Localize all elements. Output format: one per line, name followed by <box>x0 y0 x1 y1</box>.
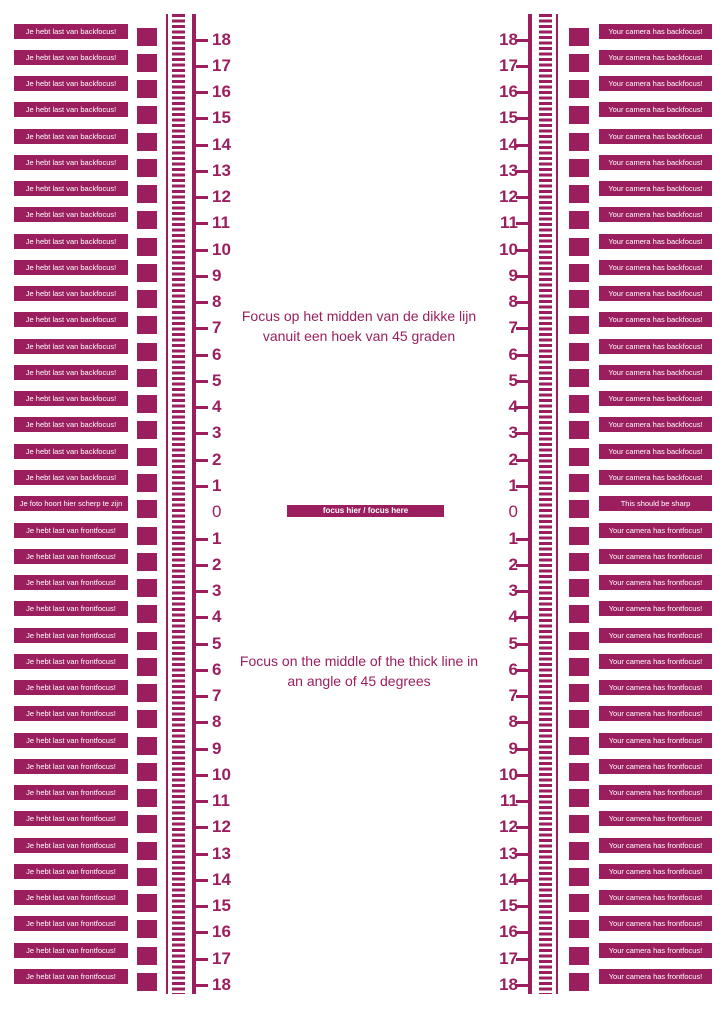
left-marker-square <box>137 763 157 781</box>
right-row-label: Your camera has frontfocus! <box>599 943 712 958</box>
left-scale-number: 17 <box>212 55 231 75</box>
left-scale-tick <box>196 249 208 252</box>
left-marker-square <box>137 868 157 886</box>
left-scale-number: 5 <box>212 633 222 653</box>
right-scale-number: 15 <box>499 896 518 916</box>
left-scale-tick <box>196 222 208 225</box>
left-scale-tick <box>196 65 208 68</box>
left-marker-square <box>137 527 157 545</box>
left-scale-number: 7 <box>212 318 222 338</box>
left-marker-square <box>137 54 157 72</box>
left-scale-tick <box>196 432 208 435</box>
right-row-label: Your camera has frontfocus! <box>599 523 712 538</box>
left-scale-number: 5 <box>212 370 222 390</box>
right-marker-square <box>569 369 589 387</box>
right-scale-number: 5 <box>508 370 518 390</box>
right-marker-square <box>569 238 589 256</box>
right-row-label: Your camera has frontfocus! <box>599 759 712 774</box>
left-row-label: Je hebt last van backfocus! <box>14 234 128 249</box>
right-marker-square <box>569 553 589 571</box>
left-scale-number: 7 <box>212 686 222 706</box>
left-marker-square <box>137 421 157 439</box>
right-row-label: Your camera has backfocus! <box>599 181 712 196</box>
left-scale-tick <box>196 669 208 672</box>
left-marker-square <box>137 710 157 728</box>
right-row-label: Your camera has frontfocus! <box>599 838 712 853</box>
left-row-label: Je hebt last van frontfocus! <box>14 864 128 879</box>
left-row-label: Je hebt last van backfocus! <box>14 181 128 196</box>
left-scale-number: 15 <box>212 108 231 128</box>
right-row-label: Your camera has backfocus! <box>599 102 712 117</box>
left-scale-tick <box>196 564 208 567</box>
right-scale-number: 10 <box>499 764 518 784</box>
left-row-label: Je hebt last van frontfocus! <box>14 838 128 853</box>
right-row-label: Your camera has frontfocus! <box>599 706 712 721</box>
right-scale-number: 8 <box>508 292 518 312</box>
left-scale-tick <box>196 853 208 856</box>
right-row-label: Your camera has backfocus! <box>599 234 712 249</box>
right-marker-square <box>569 159 589 177</box>
right-marker-square <box>569 474 589 492</box>
left-scale-number: 6 <box>212 659 222 679</box>
left-row-label: Je hebt last van frontfocus! <box>14 811 128 826</box>
right-scale-number: 12 <box>499 817 518 837</box>
left-marker-square <box>137 894 157 912</box>
left-marker-square <box>137 579 157 597</box>
left-row-label: Je hebt last van backfocus! <box>14 129 128 144</box>
right-marker-square <box>569 579 589 597</box>
left-scale-tick <box>196 275 208 278</box>
right-scale-number: 1 <box>508 528 518 548</box>
left-scale-tick <box>196 170 208 173</box>
left-scale-number: 13 <box>212 843 231 863</box>
left-scale-tick <box>196 879 208 882</box>
right-row-label: Your camera has backfocus! <box>599 260 712 275</box>
left-row-label: Je hebt last van backfocus! <box>14 312 128 327</box>
left-scale-number: 18 <box>212 29 231 49</box>
right-row-label: Your camera has frontfocus! <box>599 890 712 905</box>
right-marker-square <box>569 264 589 282</box>
left-scale-number: 2 <box>212 449 222 469</box>
left-row-label: Je hebt last van frontfocus! <box>14 733 128 748</box>
right-row-label: Your camera has frontfocus! <box>599 916 712 931</box>
right-row-label: Your camera has backfocus! <box>599 24 712 39</box>
left-scale-tick <box>196 721 208 724</box>
left-marker-square <box>137 474 157 492</box>
right-marker-square <box>569 973 589 991</box>
left-scale-number: 8 <box>212 712 222 732</box>
right-row-label: Your camera has backfocus! <box>599 391 712 406</box>
right-marker-square <box>569 185 589 203</box>
left-scale-tick <box>196 695 208 698</box>
right-scale-number: 16 <box>499 82 518 102</box>
right-row-label: This should be sharp <box>599 496 712 511</box>
left-ruler-stripes <box>172 14 185 994</box>
right-scale-number: 2 <box>508 449 518 469</box>
right-marker-square <box>569 842 589 860</box>
left-scale-number: 8 <box>212 292 222 312</box>
left-marker-square <box>137 448 157 466</box>
right-ruler-rail <box>528 14 532 994</box>
left-marker-square <box>137 815 157 833</box>
right-scale-number: 6 <box>508 659 518 679</box>
left-marker-square <box>137 133 157 151</box>
right-scale-number: 18 <box>499 29 518 49</box>
left-scale-number: 16 <box>212 922 231 942</box>
left-row-label: Je hebt last van frontfocus! <box>14 628 128 643</box>
left-marker-square <box>137 920 157 938</box>
left-scale-number: 9 <box>212 265 222 285</box>
left-scale-number: 10 <box>212 764 231 784</box>
right-row-label: Your camera has frontfocus! <box>599 969 712 984</box>
right-scale-number: 11 <box>500 791 518 811</box>
right-scale-number: 4 <box>508 607 518 627</box>
left-row-label: Je hebt last van backfocus! <box>14 24 128 39</box>
left-marker-square <box>137 842 157 860</box>
right-row-label: Your camera has frontfocus! <box>599 680 712 695</box>
left-scale-tick <box>196 984 208 987</box>
right-marker-square <box>569 343 589 361</box>
right-row-label: Your camera has frontfocus! <box>599 864 712 879</box>
left-row-label: Je hebt last van backfocus! <box>14 155 128 170</box>
right-row-label: Your camera has backfocus! <box>599 207 712 222</box>
right-marker-square <box>569 395 589 413</box>
right-scale-number: 14 <box>499 869 518 889</box>
left-row-label: Je hebt last van frontfocus! <box>14 916 128 931</box>
right-scale-number: 2 <box>508 554 518 574</box>
left-marker-square <box>137 316 157 334</box>
left-scale-number: 13 <box>212 160 231 180</box>
right-marker-square <box>569 632 589 650</box>
right-row-label: Your camera has frontfocus! <box>599 733 712 748</box>
left-scale-number: 11 <box>212 791 230 811</box>
left-scale-number: 4 <box>212 397 222 417</box>
right-row-label: Your camera has backfocus! <box>599 470 712 485</box>
left-scale-number: 0 <box>212 502 222 522</box>
left-row-label: Je hebt last van frontfocus! <box>14 680 128 695</box>
left-row-label: Je hebt last van frontfocus! <box>14 601 128 616</box>
left-scale-number: 10 <box>212 239 231 259</box>
left-row-label: Je hebt last van backfocus! <box>14 365 128 380</box>
left-marker-square <box>137 632 157 650</box>
right-row-label: Your camera has frontfocus! <box>599 654 712 669</box>
right-row-label: Your camera has backfocus! <box>599 444 712 459</box>
right-scale-number: 5 <box>508 633 518 653</box>
left-row-label: Je hebt last van frontfocus! <box>14 890 128 905</box>
left-marker-square <box>137 973 157 991</box>
left-scale-number: 1 <box>212 475 222 495</box>
left-scale-tick <box>196 117 208 120</box>
left-marker-square <box>137 553 157 571</box>
right-row-label: Your camera has frontfocus! <box>599 785 712 800</box>
left-scale-tick <box>196 327 208 330</box>
left-scale-tick <box>196 380 208 383</box>
right-row-label: Your camera has frontfocus! <box>599 628 712 643</box>
right-marker-square <box>569 947 589 965</box>
right-row-label: Your camera has backfocus! <box>599 155 712 170</box>
left-scale-number: 14 <box>212 134 231 154</box>
instruction-english: Focus on the middle of the thick line in an angle of 45 degrees <box>239 653 479 689</box>
right-row-label: Your camera has backfocus! <box>599 286 712 301</box>
left-scale-number: 12 <box>212 187 231 207</box>
right-scale-number: 13 <box>499 160 518 180</box>
right-scale-number: 8 <box>508 712 518 732</box>
right-scale-number: 7 <box>508 686 518 706</box>
right-scale-number: 9 <box>508 265 518 285</box>
right-scale-number: 7 <box>508 318 518 338</box>
right-marker-square <box>569 28 589 46</box>
left-marker-square <box>137 290 157 308</box>
right-row-label: Your camera has frontfocus! <box>599 811 712 826</box>
right-ruler-thin-line <box>556 14 558 994</box>
left-marker-square <box>137 185 157 203</box>
right-marker-square <box>569 868 589 886</box>
right-scale-number: 17 <box>499 948 518 968</box>
right-row-label: Your camera has frontfocus! <box>599 549 712 564</box>
right-scale-number: 12 <box>499 187 518 207</box>
left-scale-tick <box>196 406 208 409</box>
left-marker-square <box>137 737 157 755</box>
left-marker-square <box>137 369 157 387</box>
right-row-label: Your camera has backfocus! <box>599 50 712 65</box>
left-row-label: Je hebt last van frontfocus! <box>14 654 128 669</box>
left-scale-tick <box>196 826 208 829</box>
right-scale-number: 4 <box>508 397 518 417</box>
left-scale-tick <box>196 958 208 961</box>
left-scale-number: 6 <box>212 344 222 364</box>
left-scale-tick <box>196 39 208 42</box>
left-marker-square <box>137 605 157 623</box>
left-row-label: Je hebt last van backfocus! <box>14 339 128 354</box>
right-marker-square <box>569 80 589 98</box>
right-row-label: Your camera has frontfocus! <box>599 575 712 590</box>
right-marker-square <box>569 527 589 545</box>
left-row-label: Je hebt last van frontfocus! <box>14 575 128 590</box>
right-marker-square <box>569 290 589 308</box>
right-scale-number: 14 <box>499 134 518 154</box>
right-marker-square <box>569 133 589 151</box>
left-row-label: Je hebt last van frontfocus! <box>14 785 128 800</box>
left-row-label: Je hebt last van backfocus! <box>14 76 128 91</box>
left-scale-number: 16 <box>212 82 231 102</box>
right-marker-square <box>569 894 589 912</box>
left-scale-tick <box>196 931 208 934</box>
left-scale-tick <box>196 905 208 908</box>
left-marker-square <box>137 684 157 702</box>
right-marker-square <box>569 763 589 781</box>
left-scale-tick <box>196 748 208 751</box>
right-row-label: Your camera has backfocus! <box>599 76 712 91</box>
right-scale-number: 0 <box>508 502 518 522</box>
left-scale-tick <box>196 354 208 357</box>
left-marker-square <box>137 264 157 282</box>
left-scale-tick <box>196 485 208 488</box>
right-marker-square <box>569 605 589 623</box>
left-row-label: Je hebt last van frontfocus! <box>14 759 128 774</box>
right-scale-number: 13 <box>499 843 518 863</box>
right-row-label: Your camera has backfocus! <box>599 129 712 144</box>
left-scale-number: 4 <box>212 607 222 627</box>
left-marker-square <box>137 80 157 98</box>
left-scale-tick <box>196 91 208 94</box>
left-marker-square <box>137 789 157 807</box>
right-scale-number: 3 <box>508 423 518 443</box>
right-marker-square <box>569 211 589 229</box>
left-row-label: Je hebt last van backfocus! <box>14 50 128 65</box>
right-scale-number: 11 <box>500 213 518 233</box>
right-marker-square <box>569 500 589 518</box>
left-scale-number: 3 <box>212 581 222 601</box>
right-scale-number: 9 <box>508 738 518 758</box>
right-scale-number: 10 <box>499 239 518 259</box>
right-marker-square <box>569 684 589 702</box>
left-scale-tick <box>196 538 208 541</box>
left-row-label: Je hebt last van backfocus! <box>14 260 128 275</box>
left-row-label: Je hebt last van frontfocus! <box>14 706 128 721</box>
right-scale-number: 3 <box>508 581 518 601</box>
right-marker-square <box>569 54 589 72</box>
right-marker-square <box>569 421 589 439</box>
right-row-label: Your camera has backfocus! <box>599 365 712 380</box>
left-marker-square <box>137 658 157 676</box>
left-ruler-thin-line <box>166 14 168 994</box>
right-scale-number: 1 <box>508 475 518 495</box>
left-scale-tick <box>196 643 208 646</box>
left-scale-number: 11 <box>212 213 230 233</box>
left-marker-square <box>137 395 157 413</box>
right-ruler-stripes <box>539 14 552 994</box>
focus-target-bar: focus hier / focus here <box>287 505 444 517</box>
right-marker-square <box>569 815 589 833</box>
left-scale-number: 18 <box>212 975 231 994</box>
right-scale-number: 15 <box>499 108 518 128</box>
left-scale-tick <box>196 459 208 462</box>
left-row-label: Je hebt last van frontfocus! <box>14 549 128 564</box>
right-scale-number: 17 <box>499 55 518 75</box>
left-row-label: Je hebt last van backfocus! <box>14 417 128 432</box>
right-scale-number: 16 <box>499 922 518 942</box>
left-marker-square <box>137 238 157 256</box>
left-scale-number: 12 <box>212 817 231 837</box>
left-row-label: Je hebt last van backfocus! <box>14 286 128 301</box>
right-marker-square <box>569 710 589 728</box>
left-row-label: Je hebt last van frontfocus! <box>14 523 128 538</box>
right-marker-square <box>569 658 589 676</box>
left-scale-tick <box>196 301 208 304</box>
right-row-label: Your camera has frontfocus! <box>599 601 712 616</box>
left-marker-square <box>137 500 157 518</box>
left-row-label: Je foto hoort hier scherp te zijn <box>14 496 128 511</box>
left-row-label: Je hebt last van backfocus! <box>14 470 128 485</box>
left-row-label: Je hebt last van backfocus! <box>14 207 128 222</box>
right-row-label: Your camera has backfocus! <box>599 339 712 354</box>
left-scale-tick <box>196 196 208 199</box>
left-marker-square <box>137 947 157 965</box>
left-scale-tick <box>196 616 208 619</box>
left-row-label: Je hebt last van backfocus! <box>14 102 128 117</box>
left-marker-square <box>137 28 157 46</box>
left-scale-number: 3 <box>212 423 222 443</box>
left-scale-tick <box>196 590 208 593</box>
right-marker-square <box>569 106 589 124</box>
left-marker-square <box>137 106 157 124</box>
left-marker-square <box>137 343 157 361</box>
left-scale-number: 2 <box>212 554 222 574</box>
right-row-label: Your camera has backfocus! <box>599 312 712 327</box>
left-scale-number: 14 <box>212 869 231 889</box>
left-marker-square <box>137 159 157 177</box>
right-scale-number: 6 <box>508 344 518 364</box>
right-row-label: Your camera has backfocus! <box>599 417 712 432</box>
right-marker-square <box>569 737 589 755</box>
instruction-dutch: Focus op het midden van de dikke lijn vanuit een hoek van 45 graden <box>241 308 477 344</box>
left-row-label: Je hebt last van frontfocus! <box>14 943 128 958</box>
left-scale-number: 15 <box>212 896 231 916</box>
left-row-label: Je hebt last van frontfocus! <box>14 969 128 984</box>
right-marker-square <box>569 448 589 466</box>
right-scale-number: 18 <box>499 975 518 994</box>
right-marker-square <box>569 316 589 334</box>
right-marker-square <box>569 789 589 807</box>
left-scale-number: 1 <box>212 528 222 548</box>
left-scale-tick <box>196 774 208 777</box>
left-scale-number: 9 <box>212 738 222 758</box>
right-marker-square <box>569 920 589 938</box>
left-scale-tick <box>196 144 208 147</box>
left-ruler-rail <box>192 14 196 994</box>
left-row-label: Je hebt last van backfocus! <box>14 444 128 459</box>
left-row-label: Je hebt last van backfocus! <box>14 391 128 406</box>
left-scale-tick <box>196 800 208 803</box>
left-marker-square <box>137 211 157 229</box>
left-scale-number: 17 <box>212 948 231 968</box>
